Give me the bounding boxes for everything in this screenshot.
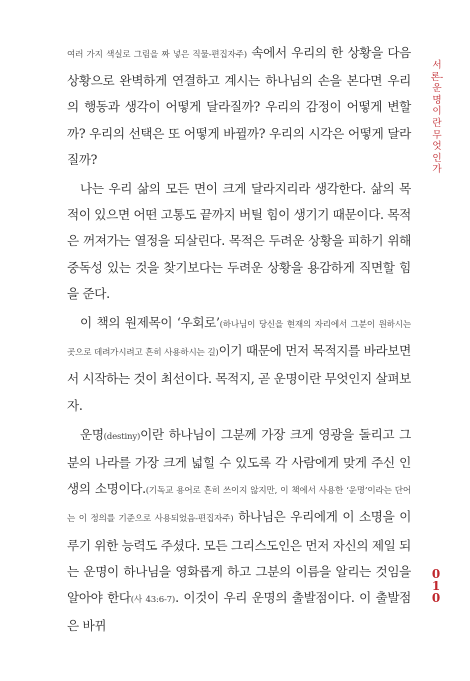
editor-note: (하나님이 당신을 현재의 자리에서 그분이 원하시는 곳으로 데려가시려고 흔히 사용하시는 길) — [67, 320, 411, 359]
paragraph — [67, 176, 411, 307]
english-term: (destiny) — [103, 431, 141, 442]
text-run: 하나님은 우리에게 이 소명을 이루기 위한 능력도 주셨다. 모든 그리스도인은 먼저 자신의 제일 되는 운명이 하나님을 영화롭게 하고 그분의 이름을 알리는 것임을 알아야 한다 — [67, 509, 412, 606]
text-run: 이 책의 원제목이 ‘우회로’ — [80, 315, 220, 331]
editor-note: (기독교 용어로 흔히 쓰이지 않지만, 이 책에서 사용한 ‘운명’이라는 단어는 이 정의를 기준으로 사용되었음-편집자주) — [67, 486, 411, 525]
paragraph — [67, 40, 411, 173]
paragraph — [67, 422, 411, 640]
scripture-reference: (사 43:6-7) — [130, 595, 176, 606]
text-run: 운명 — [80, 426, 104, 442]
text-run: 이기 때문에 먼저 목적지를 바라보면서 시작하는 것이 최선이다. 목적지, 곧 운명이란 무엇인지 살펴보자. — [67, 343, 411, 413]
editor-note: 여러 가지 색실로 그림을 짜 넣은 직물-편집자주) — [67, 50, 247, 60]
text-run: . 이것이 우리 운명의 출발점이다. 이 출발점은 바뀌 — [67, 590, 411, 634]
paragraph — [67, 310, 411, 419]
text-run: 나는 우리 삶의 모든 면이 크게 달라지리라 생각한다. 삶의 목적이 있으면 어떤 고통도 끝까지 버틸 힘이 생기기 때문이다. 목적은 꺼져가는 열정을 되살린다. 목적은 두려운 상황을 피하기 위해 중독성 있는 것을 찾기보다는 두려운 상황을 용감하게 직면할 힘을 준다. — [67, 181, 411, 301]
running-title: 서론-운명이란무엇인가 — [430, 60, 444, 176]
body-text — [67, 40, 411, 639]
text-run: 속에서 우리의 한 상황을 다음 상황으로 완벽하게 연결하고 계시는 하나님의 손을 본다면 우리의 행동과 생각이 어떻게 달라질까? 우리의 감정이 어떻게 변할까? 우리의 선택은 또 어떻게 바뀔까? 우리의 시각은 어떻게 달라질까? — [67, 45, 411, 167]
text-run: 이란 하나님이 그분께 가장 크게 영광을 돌리고 그분의 나라를 가장 크게 넓힐 수 있도록 각 사람에게 맞게 주신 인생의 소명이다. — [67, 426, 411, 497]
page-number: 010 — [431, 567, 441, 605]
